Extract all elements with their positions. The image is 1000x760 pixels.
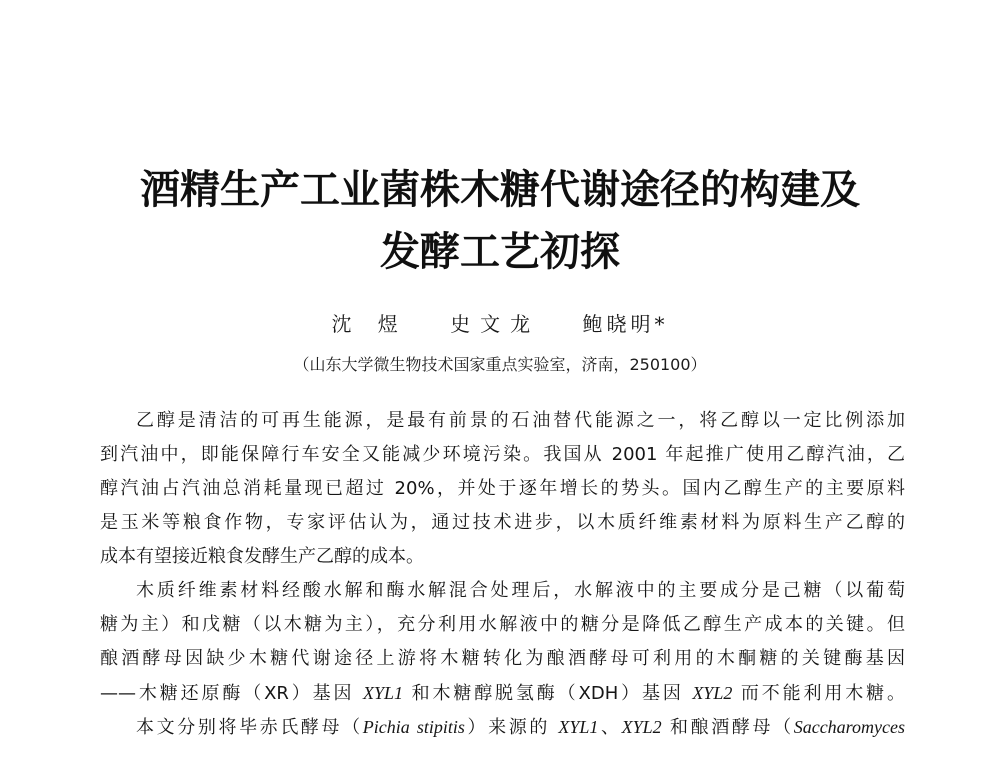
text-segment: 本文分别将毕赤氏酵母（: [136, 717, 363, 738]
text-segment: 和酿酒酵母（: [661, 717, 794, 738]
paragraph-1-line-2: 到汽油中，即能保障行车安全又能减少环境污染。我国从 2001 年起推广使用乙醇汽油，乙: [100, 444, 905, 465]
gene-name: XYL2: [621, 717, 662, 737]
paragraph-1-line-3: 醇汽油占汽油总消耗量现已超过 20%，并处于逐年增长的势头。国内乙醇生产的主要原料: [100, 478, 905, 499]
text-segment: 和木糖醇脱氢酶（XDH）基因: [403, 683, 693, 704]
paragraph-2-line-3: 酿酒酵母因缺少木糖代谢途径上游将木糖转化为酿酒酵母可利用的木酮糖的关键酶基因: [100, 648, 905, 669]
paragraph-1-line-4: 是玉米等粮食作物，专家评估认为，通过技术进步，以木质纤维素材料为原料生产乙醇的: [100, 512, 905, 533]
paragraph-1-line-1: 乙醇是清洁的可再生能源，是最有前景的石油替代能源之一，将乙醇以一定比例添加: [136, 410, 905, 431]
text-segment: 而不能利用木糖。: [732, 683, 905, 704]
paper-title-line-1: 酒精生产工业菌株木糖代谢途径的构建及: [140, 166, 860, 213]
gene-name: XYL1: [362, 683, 403, 703]
species-name: Saccharomyces: [793, 717, 905, 737]
paper-title-line-2: 发酵工艺初探: [380, 228, 620, 275]
author-affiliation: （山东大学微生物技术国家重点实验室，济南，250100）: [293, 355, 707, 374]
gene-name: XYL1: [558, 717, 599, 737]
paragraph-1-line-5: 成本有望接近粮食发酵生产乙醇的成本。: [100, 546, 424, 567]
text-segment: ——木糖还原酶（XR）基因: [100, 683, 363, 704]
paragraph-2-line-1: 木质纤维素材料经酸水解和酶水解混合处理后，水解液中的主要成分是己糖（以葡萄: [136, 580, 905, 601]
text-segment: ）来源的: [464, 717, 559, 738]
author-name: 沈 煜: [331, 312, 408, 336]
author-name: 史文龙: [450, 312, 541, 336]
author-list: [0, 314, 1000, 334]
author-name: 鲍晓明*: [582, 312, 669, 336]
paragraph-2-line-2: 糖为主）和戊糖（以木糖为主），充分利用水解液中的糖分是降低乙醇生产成本的关键。但: [100, 614, 905, 635]
text-segment: 、: [598, 717, 622, 738]
species-name: Pichia stipitis: [362, 717, 465, 737]
paragraph-2-line-4: [100, 679, 905, 707]
gene-name: XYL2: [692, 683, 733, 703]
paragraph-3-line-1: [136, 713, 905, 741]
